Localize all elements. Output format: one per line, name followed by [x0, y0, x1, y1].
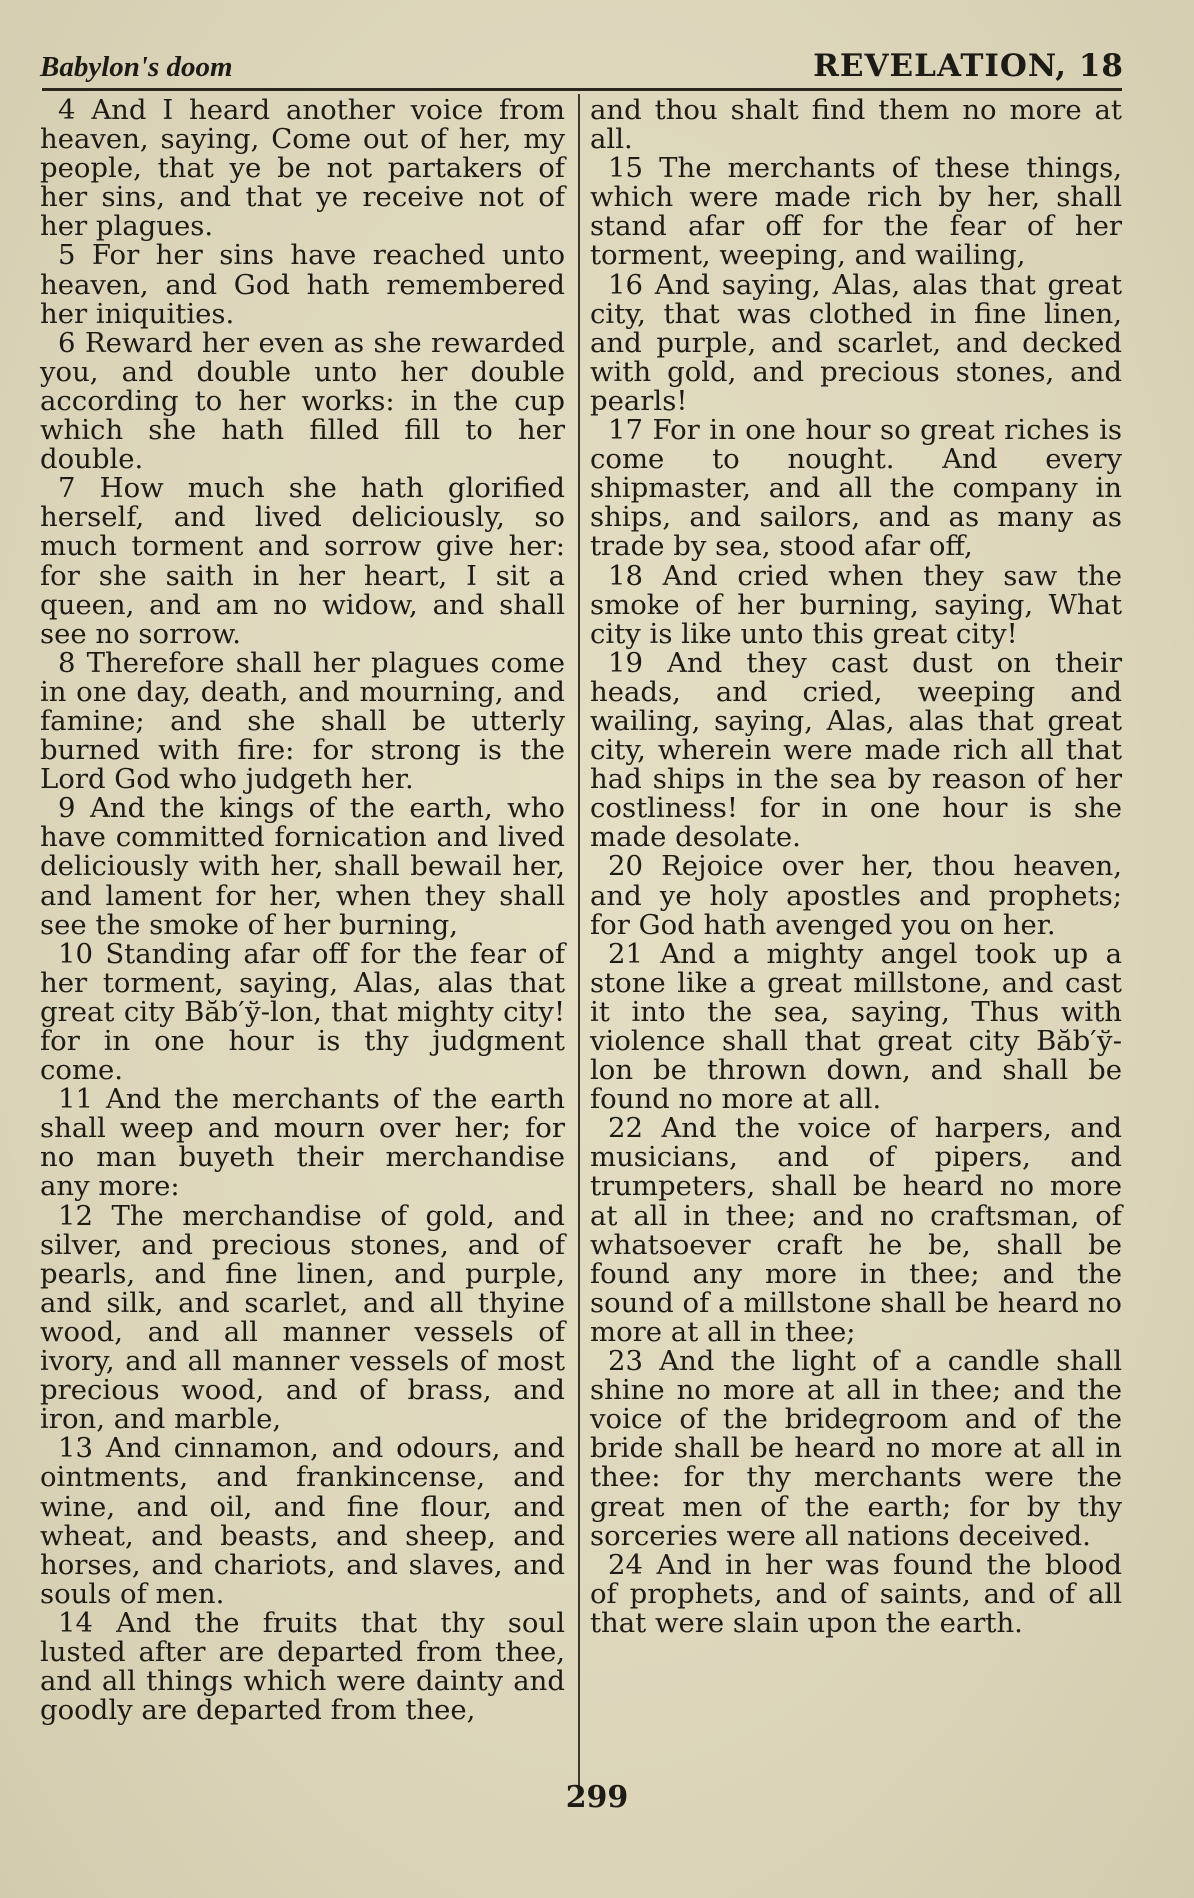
left-column — [40, 96, 565, 1725]
verse-4: 4 And I heard another voice from heaven, saying, Come out of her, my people, that ye be not partakers of her sins, and that ye receive not of her plagues. — [40, 94, 565, 243]
header-rule — [42, 88, 1122, 91]
verse-11: 11 And the merchants of the earth shall weep and mourn over her; for no man buyeth their merchandise any more: — [40, 1083, 565, 1203]
verse-14: 14 And the fruits that thy soul lusted after are departed from thee, and all things which were dainty and goodly are departed from thee, — [40, 1606, 565, 1727]
verse-13: 13 And cinnamon, and odours, and ointments, and frankincense, and wine, and oil, and fine flour, and wheat, and beasts, and sheep, and horses, and chariots, and slaves, and souls of men. — [40, 1432, 565, 1610]
verse-6: 6 Reward her even as she rewarded you, and double unto her double according to her works: in the cup which she hath filled fill to her double. — [40, 326, 565, 476]
verse-9: 9 And the kings of the earth, who have committed fornication and lived deliciously with her, shall bewail her, and lament for her, when they shall see the smoke of her burning, — [40, 792, 565, 941]
column-divider — [578, 94, 580, 1794]
verse-7: 7 How much she hath glorified herself, and lived deliciously, so much torment and sorrow give her: for she saith in her heart, I sit a queen, and am no widow, and shall see no sorrow. — [40, 472, 565, 650]
verse-23: 23 And the light of a candle shall shine no more at all in thee; and the voice of the bridegroom and of the bride shall be heard no more at all in thee: for thy merchants were the great men of the earth; for by thy sorceries were all nations deceived. — [590, 1345, 1122, 1552]
verse-19: 19 And they cast dust on their heads, and cried, weeping and wailing, saying, Alas, alas that great city, wherein were made rich all that had ships in the sea by reason of her costliness! for in one hour is she made desolate. — [590, 646, 1122, 854]
verse-22: 22 And the voice of harpers, and musicians, and of pipers, and trumpeters, shall be heard no more at all in thee; and no craftsman, of whatsoever craft he be, shall be found any more in thee; and the sound of a millstone shall be heard no more at all in thee; — [590, 1112, 1122, 1348]
verse-17: 17 For in one hour so great riches is come to nought. And every shipmaster, and all the company in ships, and sailors, and as many as trade by sea, stood afar off, — [590, 414, 1122, 563]
verse-20: 20 Rejoice over her, thou heaven, and ye holy apostles and prophets; for God hath avenged you on her. — [590, 850, 1122, 941]
verse-5: 5 For her sins have reached unto heaven, and God hath remembered her iniquities. — [40, 239, 565, 330]
page-number: 299 — [565, 1780, 629, 1815]
verse-21: 21 And a mighty angel took up a stone like a great millstone, and cast it into the sea, saying, Thus with violence shall that great city Băb′ў-lon be thrown down, and shall be found no more at all. — [590, 937, 1122, 1116]
verse-14-continuation: and thou shalt find them no more at all. — [590, 94, 1122, 156]
verse-15: 15 The merchants of these things, which were made rich by her, shall stand afar off for the fear of her torment, weeping, and wailing, — [590, 152, 1122, 272]
verse-12: 12 The merchandise of gold, and silver, and precious stones, and of pearls, and fine linen, and purple, and silk, and scarlet, and all thyine wood, and all manner vessels of ivory, and all manner vessels of most precious wood, and of brass, and iron, and marble, — [40, 1199, 565, 1436]
verse-24: 24 And in her was found the blood of prophets, and of saints, and of all that were slain upon the earth. — [590, 1548, 1122, 1639]
section-title: Babylon's doom — [40, 51, 233, 83]
verse-8: 8 Therefore shall her plagues come in one day, death, and mourning, and famine; and she shall be utterly burned with fire: for strong is the Lord God who judgeth her. — [40, 646, 565, 796]
verse-10: 10 Standing afar off for the fear of her torment, saying, Alas, alas that great city Băb′ў-lon, that mighty city! for in one hour is thy judgment come. — [40, 937, 565, 1087]
right-column — [590, 96, 1122, 1638]
book-chapter: REVELATION, 18 — [813, 48, 1124, 84]
running-header — [40, 36, 1124, 84]
verse-18: 18 And cried when they saw the smoke of her burning, saying, What city is like unto this great city! — [590, 559, 1122, 650]
verse-16: 16 And saying, Alas, alas that great city, that was clothed in fine linen, and purple, and scarlet, and decked with gold, and precious stones, and pearls! — [590, 268, 1122, 417]
